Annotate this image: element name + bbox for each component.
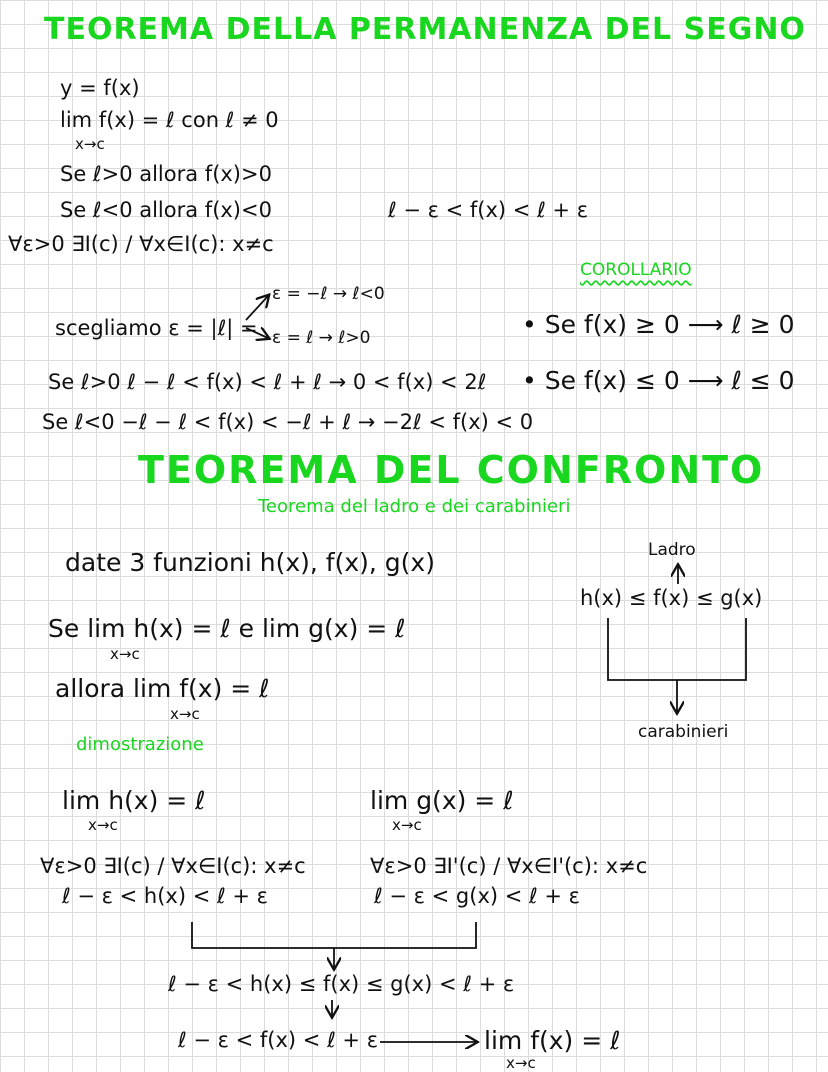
- corollary-title: COROLLARIO: [580, 260, 692, 280]
- limit-subscript: x→c: [75, 135, 105, 153]
- hypothesis-subscript: x→c: [110, 645, 140, 663]
- proof-right-forall: ∀ε>0 ∃I'(c) / ∀x∈I'(c): x≠c: [370, 854, 648, 878]
- choose-option-positive: ε = ℓ → ℓ>0: [272, 328, 371, 348]
- proof-left-subscript: x→c: [88, 816, 118, 834]
- case-positive: Se ℓ>0 allora f(x)>0: [60, 162, 272, 186]
- given-functions: date 3 funzioni h(x), f(x), g(x): [65, 548, 435, 577]
- proof-right-subscript: x→c: [392, 816, 422, 834]
- proof-left-limit: lim h(x) = ℓ: [62, 786, 206, 815]
- corollary-item-2: • Se f(x) ≤ 0 ⟶ ℓ ≤ 0: [522, 366, 795, 395]
- positive-case-derivation: Se ℓ>0 ℓ − ℓ < f(x) < ℓ + ℓ → 0 < f(x) < 2ℓ: [48, 370, 487, 394]
- forall-statement: ∀ε>0 ∃I(c) / ∀x∈I(c): x≠c: [8, 232, 274, 256]
- page-title: TEOREMA DELLA PERMANENZA DEL SEGNO: [44, 12, 806, 47]
- proof-left-forall: ∀ε>0 ∃I(c) / ∀x∈I(c): x≠c: [40, 854, 306, 878]
- final-inequality: ℓ − ε < f(x) < ℓ + ε: [178, 1028, 379, 1052]
- branch-arrow-up: [246, 296, 268, 320]
- conclusion-line: allora lim f(x) = ℓ: [55, 674, 270, 703]
- inequality-chain: h(x) ≤ f(x) ≤ g(x): [580, 586, 763, 610]
- corollary-item-2-text: Se f(x) ≤ 0 ⟶ ℓ ≤ 0: [544, 366, 795, 395]
- hypothesis-line: Se lim h(x) = ℓ e lim g(x) = ℓ: [48, 614, 406, 643]
- epsilon-inequality: ℓ − ε < f(x) < ℓ + ε: [388, 198, 589, 222]
- proof-title: dimostrazione: [76, 734, 204, 755]
- proof-right-limit: lim g(x) = ℓ: [370, 786, 514, 815]
- proof-left-inequality: ℓ − ε < h(x) < ℓ + ε: [62, 884, 268, 908]
- thief-label: Ladro: [648, 540, 696, 560]
- case-negative: Se ℓ<0 allora f(x)<0: [60, 198, 272, 222]
- section-title-confronto: TEOREMA DEL CONFRONTO: [138, 448, 765, 492]
- combined-inequality: ℓ − ε < h(x) ≤ f(x) ≤ g(x) < ℓ + ε: [168, 972, 515, 996]
- corollary-item-1: • Se f(x) ≥ 0 ⟶ ℓ ≥ 0: [522, 310, 795, 339]
- choose-option-negative: ε = −ℓ → ℓ<0: [272, 284, 385, 304]
- choose-epsilon-label: scegliamo ε = |ℓ| =: [55, 316, 258, 340]
- branch-arrow-down: [246, 328, 268, 338]
- police-label: carabinieri: [638, 722, 729, 742]
- corollary-item-1-text: Se f(x) ≥ 0 ⟶ ℓ ≥ 0: [544, 310, 795, 339]
- final-limit: lim f(x) = ℓ: [484, 1026, 621, 1055]
- bracket-left: [608, 618, 746, 680]
- limit-statement: lim f(x) = ℓ con ℓ ≠ 0: [60, 108, 279, 132]
- proof-bracket: [192, 922, 476, 948]
- proof-right-inequality: ℓ − ε < g(x) < ℓ + ε: [374, 884, 580, 908]
- final-limit-subscript: x→c: [506, 1054, 536, 1072]
- function-definition: y = f(x): [60, 76, 140, 100]
- negative-case-derivation: Se ℓ<0 −ℓ − ℓ < f(x) < −ℓ + ℓ → −2ℓ < f(x) < 0: [42, 410, 534, 434]
- section-subtitle: Teorema del ladro e dei carabinieri: [258, 496, 571, 517]
- conclusion-subscript: x→c: [170, 705, 200, 723]
